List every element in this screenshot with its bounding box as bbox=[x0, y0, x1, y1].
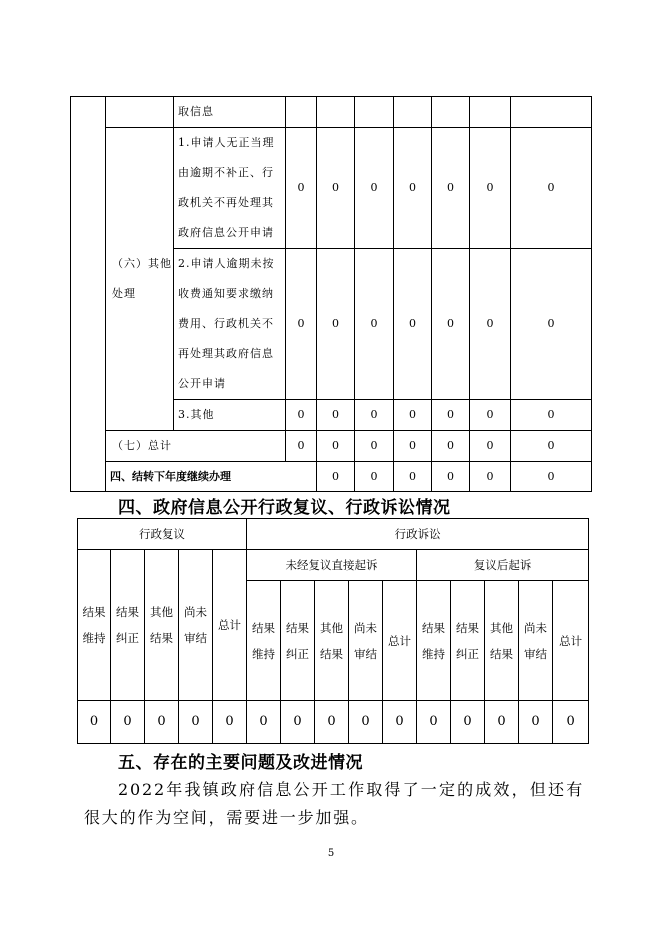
table-row bbox=[71, 128, 592, 249]
value-cell: 0 bbox=[553, 701, 589, 744]
value-cell: 0 bbox=[470, 128, 511, 249]
value-cell: 0 bbox=[511, 128, 592, 249]
value-cell: 0 bbox=[394, 462, 432, 492]
value-cell: 0 bbox=[247, 701, 281, 744]
subheader-row bbox=[78, 550, 589, 581]
column-header: 结果纠正 bbox=[451, 581, 485, 701]
value-cell: 0 bbox=[383, 701, 417, 744]
row-label: 2.申请人逾期未按收费通知要求缴纳费用、行政机关不再处理其政府信息公开申请 bbox=[174, 249, 286, 400]
column-header: 尚未审结 bbox=[349, 581, 383, 701]
value-cell: 0 bbox=[355, 128, 394, 249]
value-cell bbox=[511, 97, 592, 128]
value-cell: 0 bbox=[78, 701, 111, 744]
value-cell: 0 bbox=[511, 400, 592, 431]
section-4-heading: 四、政府信息公开行政复议、行政诉讼情况 bbox=[118, 498, 451, 518]
blank-cell bbox=[106, 97, 174, 128]
value-cell bbox=[432, 97, 470, 128]
value-cell: 0 bbox=[470, 431, 511, 462]
column-header: 总计 bbox=[383, 581, 417, 701]
value-cell: 0 bbox=[179, 701, 213, 744]
value-cell: 0 bbox=[432, 128, 470, 249]
carry-over-label: 四、结转下年度继续办理 bbox=[106, 462, 317, 492]
value-cell: 0 bbox=[355, 462, 394, 492]
total-label: （七）总计 bbox=[106, 431, 286, 462]
value-cell: 0 bbox=[281, 701, 315, 744]
review-header: 行政复议 bbox=[78, 519, 247, 550]
value-cell bbox=[470, 97, 511, 128]
carry-over-row bbox=[71, 462, 592, 492]
value-cell: 0 bbox=[286, 400, 317, 431]
disclosure-handling-table bbox=[70, 96, 592, 492]
row-label: 1.申请人无正当理由逾期不补正、行政机关不再处理其政府信息公开申请 bbox=[174, 128, 286, 249]
value-cell: 0 bbox=[432, 462, 470, 492]
value-cell: 0 bbox=[432, 431, 470, 462]
value-cell: 0 bbox=[519, 701, 553, 744]
total-row bbox=[71, 431, 592, 462]
value-cell: 0 bbox=[451, 701, 485, 744]
value-cell: 0 bbox=[317, 249, 355, 400]
value-cell: 0 bbox=[286, 128, 317, 249]
column-header: 总计 bbox=[553, 581, 589, 701]
value-cell: 0 bbox=[511, 249, 592, 400]
column-header: 其他结果 bbox=[485, 581, 519, 701]
value-cell: 0 bbox=[349, 701, 383, 744]
group-label: （六）其他处理 bbox=[106, 128, 174, 431]
value-cell: 0 bbox=[470, 249, 511, 400]
column-header: 总计 bbox=[213, 550, 247, 701]
value-cell bbox=[286, 97, 317, 128]
column-header: 结果维持 bbox=[417, 581, 451, 701]
value-cell: 0 bbox=[355, 400, 394, 431]
value-cell bbox=[317, 97, 355, 128]
value-cell bbox=[355, 97, 394, 128]
value-cell: 0 bbox=[355, 249, 394, 400]
page-number: 5 bbox=[327, 848, 335, 859]
section-5-heading: 五、存在的主要问题及改进情况 bbox=[118, 753, 363, 773]
value-cell: 0 bbox=[317, 400, 355, 431]
value-cell: 0 bbox=[394, 400, 432, 431]
value-cell: 0 bbox=[213, 701, 247, 744]
column-header: 其他结果 bbox=[315, 581, 349, 701]
column-header: 结果维持 bbox=[78, 550, 111, 701]
after-review-header: 复议后起诉 bbox=[417, 550, 589, 581]
value-cell: 0 bbox=[317, 128, 355, 249]
row-label: 3.其他 bbox=[174, 400, 286, 431]
value-cell: 0 bbox=[470, 462, 511, 492]
value-cell: 0 bbox=[394, 249, 432, 400]
value-cell: 0 bbox=[394, 128, 432, 249]
value-cell: 0 bbox=[394, 431, 432, 462]
value-cell: 0 bbox=[286, 431, 317, 462]
values-row bbox=[78, 701, 589, 744]
value-cell: 0 bbox=[511, 431, 592, 462]
direct-suit-header: 未经复议直接起诉 bbox=[247, 550, 417, 581]
value-cell: 0 bbox=[511, 462, 592, 492]
litigation-header: 行政诉讼 bbox=[247, 519, 589, 550]
table-row bbox=[71, 97, 592, 128]
column-header: 结果纠正 bbox=[111, 550, 145, 701]
value-cell: 0 bbox=[485, 701, 519, 744]
value-cell: 0 bbox=[317, 431, 355, 462]
value-cell: 0 bbox=[417, 701, 451, 744]
section-5-paragraph: 2022年我镇政府信息公开工作取得了一定的成效，但还有很大的作为空间，需要进一步加强。 bbox=[84, 780, 584, 827]
value-cell: 0 bbox=[286, 249, 317, 400]
header-row bbox=[78, 519, 589, 550]
value-cell: 0 bbox=[432, 249, 470, 400]
value-cell: 0 bbox=[432, 400, 470, 431]
value-cell: 0 bbox=[315, 701, 349, 744]
row-label: 取信息 bbox=[174, 97, 286, 128]
column-header: 其他结果 bbox=[145, 550, 179, 701]
column-header: 尚未审结 bbox=[519, 581, 553, 701]
blank-cell bbox=[71, 97, 106, 492]
value-cell: 0 bbox=[470, 400, 511, 431]
column-header: 结果纠正 bbox=[281, 581, 315, 701]
value-cell: 0 bbox=[317, 462, 355, 492]
value-cell: 0 bbox=[355, 431, 394, 462]
column-header: 尚未审结 bbox=[179, 550, 213, 701]
value-cell: 0 bbox=[111, 701, 145, 744]
value-cell: 0 bbox=[145, 701, 179, 744]
review-litigation-table bbox=[77, 518, 589, 744]
column-header: 结果维持 bbox=[247, 581, 281, 701]
value-cell bbox=[394, 97, 432, 128]
